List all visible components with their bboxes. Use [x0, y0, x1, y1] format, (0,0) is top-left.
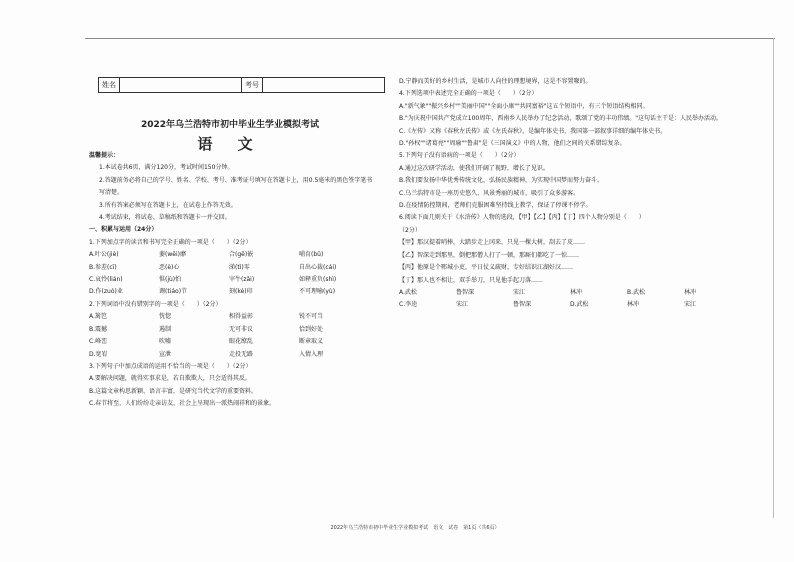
passage: 【乙】智深走到那里，倒把那僧人打了一顿，那厮们都吃了一惊…… [399, 251, 580, 259]
option-item: A.篱笆 [89, 313, 107, 321]
option-item: A.武松 [399, 288, 417, 296]
option-item: 宋江 [456, 301, 469, 309]
question-stem: 3.下列句子中加点成语的运用不恰当的一项是（ ）（2分） [89, 362, 252, 370]
student-info-table [98, 77, 385, 93]
option-item: 林冲 [627, 301, 640, 309]
option-item: 如释重负(shì) [299, 276, 337, 284]
option-item: C.峰峦 [89, 338, 108, 346]
option-item: C.李逵 [399, 301, 418, 309]
option-item: 遏制 [159, 325, 172, 333]
option-item: C.《左传》又称《春秋左氏传》或《左氏春秋》，是编年体史书，我国第一部叙事详细的编年体史书。 [399, 127, 667, 135]
question-stem: 6.阅读下面几则关于《水浒传》人物的选段，【甲】【乙】【丙】【丁】四个人物分别是（ ） [399, 214, 645, 222]
option-row [89, 274, 377, 286]
option-item: 恍惚 [159, 313, 172, 321]
option-item: 宣泄 [159, 350, 172, 358]
option-item: 恶(è)心 [159, 263, 180, 271]
right-column [399, 76, 769, 312]
option-row [89, 249, 377, 261]
notice-item: 1.本试卷共6页，满分120分，考试时间150分钟。 [99, 164, 234, 172]
option-row [89, 336, 377, 348]
option-item: 入情入理 [299, 350, 324, 358]
option-item: 走投无路 [229, 350, 254, 358]
question-stem: 1.下列加点字的读音和书写完全正确的一项是（ ）（2分） [89, 238, 252, 246]
exam-no-field[interactable] [263, 78, 384, 92]
option-item: 无可非议 [229, 325, 254, 333]
passage: 【甲】那汉提着哨棒，大踏步走上冈来，只见一棵大树，刮去了皮…… [399, 239, 586, 247]
option-item: 萎(wěi)靡 [159, 251, 186, 259]
option-item: 宰牛(zǎi) [229, 276, 255, 284]
name-field[interactable] [120, 78, 242, 92]
notice-item: 2.答题前务必将自己的学号、姓名、学校、考号、准考证号填写在答题卡上，用0.5毫米的黑色签字笔书写清楚。 [99, 176, 373, 197]
option-item: 宋江 [684, 301, 697, 309]
option-item: D.在疫情防控期间，老师们克服困难坚持线上教学，保证了停课不停学。 [399, 202, 592, 210]
option-item: C.哀怜(lián) [89, 276, 123, 284]
option-item: 相得益彰 [229, 313, 254, 321]
option-item: A.叶公(jiè) [89, 251, 119, 259]
subject-title: 语 文 [197, 135, 263, 153]
option-item: D.作(zuò)业 [89, 288, 123, 296]
question-stem: 4.下列选项中表述完全正确的一项是（ ）（2分） [399, 90, 538, 98]
scan-edge [773, 38, 774, 518]
option-row [399, 287, 769, 299]
option-item: 宋江 [513, 288, 526, 296]
option-item: A.通过这次研学活动，使我们开阔了视野，增长了见识。 [399, 164, 549, 172]
option-item: 自出心裁(cái) [299, 263, 337, 271]
option-row [89, 286, 377, 298]
exam-title: 2022年乌兰浩特市初中毕业生学业模拟考试 [140, 120, 320, 130]
option-item: 吹嘘 [159, 338, 172, 346]
option-item: 眼花缭乱 [229, 338, 254, 346]
passage: 【丙】他原是个郓城小吏，平日仗义疏财，专好结识江湖好汉…… [399, 264, 574, 272]
option-item: B.武松 [627, 288, 646, 296]
notice-item: 3.所有答案必须写在答题卡上，在试卷上作答无效。 [99, 201, 237, 209]
option-row [89, 262, 377, 274]
exam-no-label: 考号 [242, 78, 263, 92]
option-item: A."新气象""振兴乡村""美丽中国""全面小康""共同富裕"这五个短语中，有三个短语结构相同。 [399, 102, 649, 110]
option-item: 断章取义 [299, 338, 324, 346]
passage: 【丁】那人也不相让，双手举刀，只见他手起刀落…… [399, 276, 544, 284]
name-label: 姓名 [99, 78, 120, 92]
option-item: D.宁静而美好的乡村生活，是城市人向往的理想境界，这是不容置喙的。 [399, 78, 592, 85]
option-item: C.乌兰浩特市是一座历史悠久、风景秀丽的城市，吸引了众多游客。 [399, 189, 580, 197]
left-column [89, 150, 377, 411]
option-item: B.我们要发扬中华优秀传统文化，弘扬民族精神，为实现中国梦而努力奋斗。 [399, 177, 604, 185]
option-item: 锐不可当 [299, 313, 324, 321]
option-item: 合(gě)嵌 [229, 251, 254, 259]
page-footer: 2022年乌兰浩特市初中毕业生学业模拟考试 语文 试卷 第1页（共6页） [330, 525, 500, 531]
option-item: 鲁智深 [456, 288, 475, 296]
option-item: B.这篇文章构思新颖、语言丰富，是研究当代文学的重要资料。 [89, 387, 258, 395]
option-item: 涕(tì)零 [229, 263, 250, 271]
option-item: 惧(jù)怕 [159, 276, 182, 284]
option-item: A.要解决问题，就得实事求是，若自欺欺人，只会适得其反。 [89, 375, 251, 383]
question-stem: 5.下列句子没有语病的一项是（ ）（2分） [399, 152, 520, 160]
option-row [89, 324, 377, 336]
notice-item: 4.考试结束，将试卷、草稿纸和答题卡一并交回。 [99, 214, 231, 222]
option-item: 调(tiáo)节 [159, 288, 188, 296]
option-item: 不可理喻(yù) [299, 288, 336, 296]
question-stem: 2.下列词语中没有错别字的一项是（ ）（2分） [89, 300, 222, 308]
option-item: D.宽宥 [89, 350, 108, 358]
option-item: 鲁智深 [513, 301, 532, 309]
option-row [399, 299, 769, 311]
scan-edge [85, 38, 775, 39]
notice-heading: 温馨提示： [89, 152, 120, 159]
option-item: 恰到好处 [299, 325, 324, 333]
option-item: B.震撼 [89, 325, 108, 333]
option-item: C.春节将至，人们纷纷走亲访友，社会上呈现出一派热闹祥和的景象。 [89, 400, 276, 408]
option-item: B.参差(cī) [89, 263, 117, 271]
option-item: B."为庆祝中国共产党成立100周年，西南乡人民举办了纪念活动，歌颂了党的丰功伟绩。"这句话主干是：人民举办活动。 [399, 115, 722, 123]
option-item: 林冲 [684, 288, 697, 296]
option-item: 林冲 [570, 288, 583, 296]
option-item: 刻(kè)印 [229, 288, 253, 296]
section-heading: 一、积累与运用（24分） [89, 226, 158, 234]
option-row [89, 311, 377, 323]
option-item: D.武松 [570, 301, 589, 309]
option-row [89, 349, 377, 361]
option-item: D."孙权""诸葛亮""周瑜""鲁肃"是《三国演义》中的人物，他们之间的关系错综复杂。 [399, 140, 626, 148]
option-item: 哺育(bǔ) [299, 251, 324, 259]
question-score: （2分） [399, 226, 421, 234]
